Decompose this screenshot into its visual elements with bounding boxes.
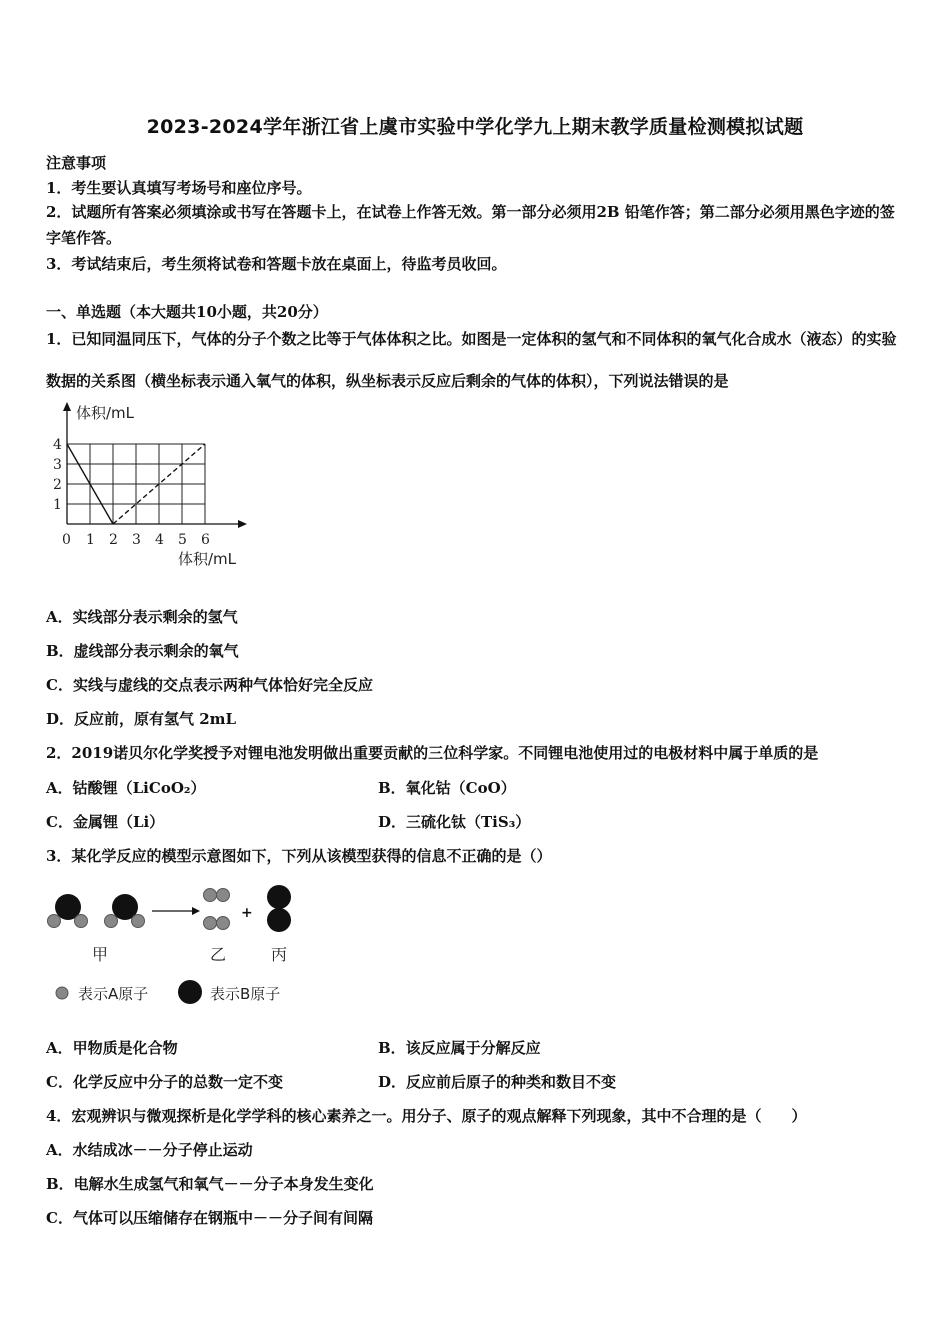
chart-ticks	[53, 437, 210, 548]
molecule-bing	[267, 885, 291, 932]
legend-a-icon	[56, 987, 68, 999]
x-tick-label: 5	[178, 532, 187, 548]
notice-item-3: 3．考试结束后，考生须将试卷和答题卡放在桌面上，待监考员收回。	[46, 255, 507, 273]
notice-item-1: 1．考生要认真填写考场号和座位序号。	[46, 179, 312, 197]
y-tick-label: 3	[53, 457, 62, 473]
y-tick-label: 4	[53, 437, 62, 453]
page-title: 2023-2024学年浙江省上虞市实验中学化学九上期末教学质量检测模拟试题	[146, 116, 804, 138]
q3-stem: 3．某化学反应的模型示意图如下，下列从该模型获得的信息不正确的是（）	[46, 847, 552, 865]
label-bing: 丙	[271, 945, 288, 964]
notice-heading: 注意事项	[46, 154, 107, 172]
q2-option-d: D．三硫化钛（TiS₃）	[378, 813, 531, 831]
q1-option-c: C．实线与虚线的交点表示两种气体恰好完全反应	[46, 676, 373, 694]
y-tick-label: 2	[53, 477, 62, 493]
chart-x-axis-label: 体积/mL	[178, 550, 237, 568]
molecule-jia-1	[48, 894, 88, 928]
q4-option-c: C．气体可以压缩储存在钢瓶中－－分子间有间隔	[46, 1209, 373, 1227]
q4-stem: 4．宏观辨识与微观探析是化学学科的核心素养之一。用分子、原子的观点解释下列现象，其中不合理的是（ ）	[46, 1107, 807, 1125]
x-tick-label: 1	[86, 532, 95, 548]
q1-option-a: A．实线部分表示剩余的氢气	[46, 608, 238, 626]
x-tick-label: 6	[201, 532, 210, 548]
x-axis-arrow-icon	[238, 520, 247, 528]
q2-option-b: B．氧化钴（CoO）	[378, 779, 516, 797]
notice-item-2: 2．试题所有答案必须填涂或书写在答题卡上，在试卷上作答无效。第一部分必须用2B 铅笔作答；第二部分必须用黑色字迹的签字笔作答。	[46, 203, 895, 247]
molecule-yi-2	[204, 917, 230, 930]
q4-option-b: B．电解水生成氢气和氧气－－分子本身发生变化	[46, 1175, 374, 1193]
x-tick-label: 2	[109, 532, 118, 548]
y-tick-label: 1	[53, 497, 62, 513]
q3-reaction-diagram	[40, 880, 320, 1010]
plus-sign: +	[241, 905, 253, 921]
q4-option-a: A．水结成冰－－分子停止运动	[46, 1141, 253, 1159]
q2-option-c: C．金属锂（Li）	[46, 813, 165, 831]
chart-grid	[67, 444, 205, 524]
y-axis-arrow-icon	[63, 402, 71, 411]
molecule-jia-2	[105, 894, 145, 928]
q1-option-d: D．反应前，原有氢气 2mL	[46, 710, 237, 728]
q3-option-c: C．化学反应中分子的总数一定不变	[46, 1073, 283, 1091]
q3-option-a: A．甲物质是化合物	[46, 1039, 178, 1057]
x-tick-label: 3	[132, 532, 141, 548]
q2-option-a: A．钴酸锂（LiCoO₂）	[46, 779, 206, 797]
q1-stem: 1．已知同温同压下，气体的分子个数之比等于气体体积之比。如图是一定体积的氢气和不同体积的氧气化合成水（液态）的实验数据的关系图（横坐标表示通入氧气的体积，纵坐标表示反应后剩余的气体的体积），下列说法错误的是	[46, 330, 897, 390]
label-yi: 乙	[210, 945, 227, 964]
q3-option-b: B．该反应属于分解反应	[378, 1039, 541, 1057]
q1-option-b: B．虚线部分表示剩余的氧气	[46, 642, 239, 660]
chart-y-axis-label: 体积/mL	[76, 404, 135, 422]
q2-stem: 2．2019诺贝尔化学奖授予对锂电池发明做出重要贡献的三位科学家。不同锂电池使用过的电极材料中属于单质的是	[46, 744, 819, 762]
legend-a-label: 表示A原子	[78, 985, 149, 1003]
q1-chart	[40, 396, 260, 576]
x-tick-label: 0	[62, 532, 71, 548]
legend-b-label: 表示B原子	[210, 985, 281, 1003]
x-tick-label: 4	[155, 532, 164, 548]
molecule-yi-1	[204, 889, 230, 902]
section-heading: 一、单选题（本大题共10小题，共20分）	[46, 303, 328, 321]
reaction-arrow-icon	[152, 907, 200, 915]
q3-option-d: D．反应前后原子的种类和数目不变	[378, 1073, 617, 1091]
legend-b-icon	[178, 980, 202, 1004]
label-jia: 甲	[92, 945, 109, 964]
